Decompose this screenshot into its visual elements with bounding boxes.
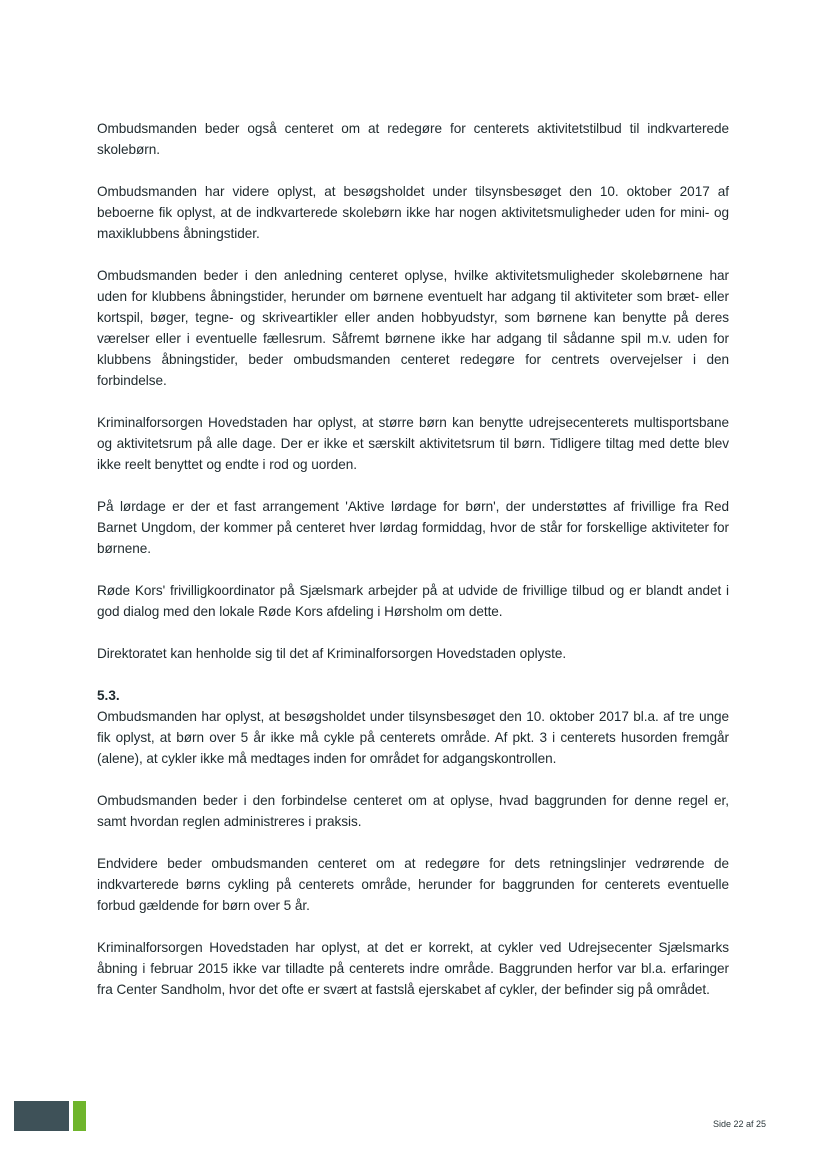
page-number: Side 22 af 25	[712, 1119, 766, 1129]
paragraph: Ombudsmanden beder i den anledning centeret oplyse, hvilke aktivitetsmuligheder skolebørnene har uden for klubbens åbningstider, herunder om børnene eventuelt har adgang til aktiviteter som bræt- eller kortspil, bøger, tegne- og skriveartikler eller anden hobbyudstyr, som børnene kan benytte på deres værelser eller i eventuelle fællesrum. Såfremt børnene ikke har adgang til sådanne spil m.v. uden for klubbens åbningstider, beder ombudsmanden centeret redegøre for centrets overvejelser i den forbindelse.	[97, 268, 729, 388]
paragraph: Ombudsmanden har videre oplyst, at besøgsholdet under tilsynsbesøget den 10. oktober 2017 af beboerne fik oplyst, at de indkvarterede skolebørn ikke har nogen aktivitetsmuligheder uden for mini- og maxiklubbens åbningstider.	[97, 184, 729, 241]
paragraph: Kriminalforsorgen Hovedstaden har oplyst, at det er korrekt, at cykler ved Udrejsecenter Sjælsmarks åbning i februar 2015 ikke var tilladte på centerets indre område. Baggrunden herfor var bl.a. erfaringer fra Center Sandholm, hvor det ofte er svært at fastslå ejerskabet af cykler, der befinder sig på området.	[97, 940, 729, 997]
document-body	[97, 118, 729, 1000]
paragraph: Ombudsmanden har oplyst, at besøgsholdet under tilsynsbesøget den 10. oktober 2017 bl.a. af tre unge fik oplyst, at børn over 5 år ikke må cykle på centerets område. Af pkt. 3 i centerets husorden fremgår (alene), at cykler ikke må medtages inden for området for adgangskontrollen.	[97, 709, 729, 766]
paragraph: Direktoratet kan henholde sig til det af Kriminalforsorgen Hovedstaden oplyste.	[97, 646, 567, 661]
paragraph: Endvidere beder ombudsmanden centeret om at redegøre for dets retningslinjer vedrørende de indkvarterede børns cykling på centerets område, herunder for baggrunden for centerets eventuelle forbud gældende for børn over 5 år.	[97, 856, 729, 913]
paragraph: Ombudsmanden beder i den forbindelse centeret om at oplyse, hvad baggrunden for denne regel er, samt hvordan reglen administreres i praksis.	[97, 793, 729, 829]
logo-green-block	[73, 1101, 86, 1131]
footer-logo	[14, 1101, 86, 1131]
paragraph: Kriminalforsorgen Hovedstaden har oplyst, at større børn kan benytte udrejsecenterets multisportsbane og aktivitetsrum på alle dage. Der er ikke et særskilt aktivitetsrum til børn. Tidligere tiltag med dette blev ikke reelt benyttet og endte i rod og uorden.	[97, 415, 729, 472]
logo-dark-block	[14, 1101, 69, 1131]
paragraph: Ombudsmanden beder også centeret om at redegøre for centerets aktivitetstilbud til indkvarterede skolebørn.	[97, 121, 729, 157]
paragraph: Røde Kors' frivilligkoordinator på Sjælsmark arbejder på at udvide de frivillige tilbud og er blandt andet i god dialog med den lokale Røde Kors afdeling i Hørsholm om dette.	[97, 583, 729, 619]
paragraph: På lørdage er der et fast arrangement 'Aktive lørdage for børn', der understøttes af frivillige fra Red Barnet Ungdom, der kommer på centeret hver lørdag formiddag, hvor de står for forskellige aktiviteter for børnene.	[97, 499, 729, 556]
section-heading: 5.3.	[97, 688, 120, 703]
